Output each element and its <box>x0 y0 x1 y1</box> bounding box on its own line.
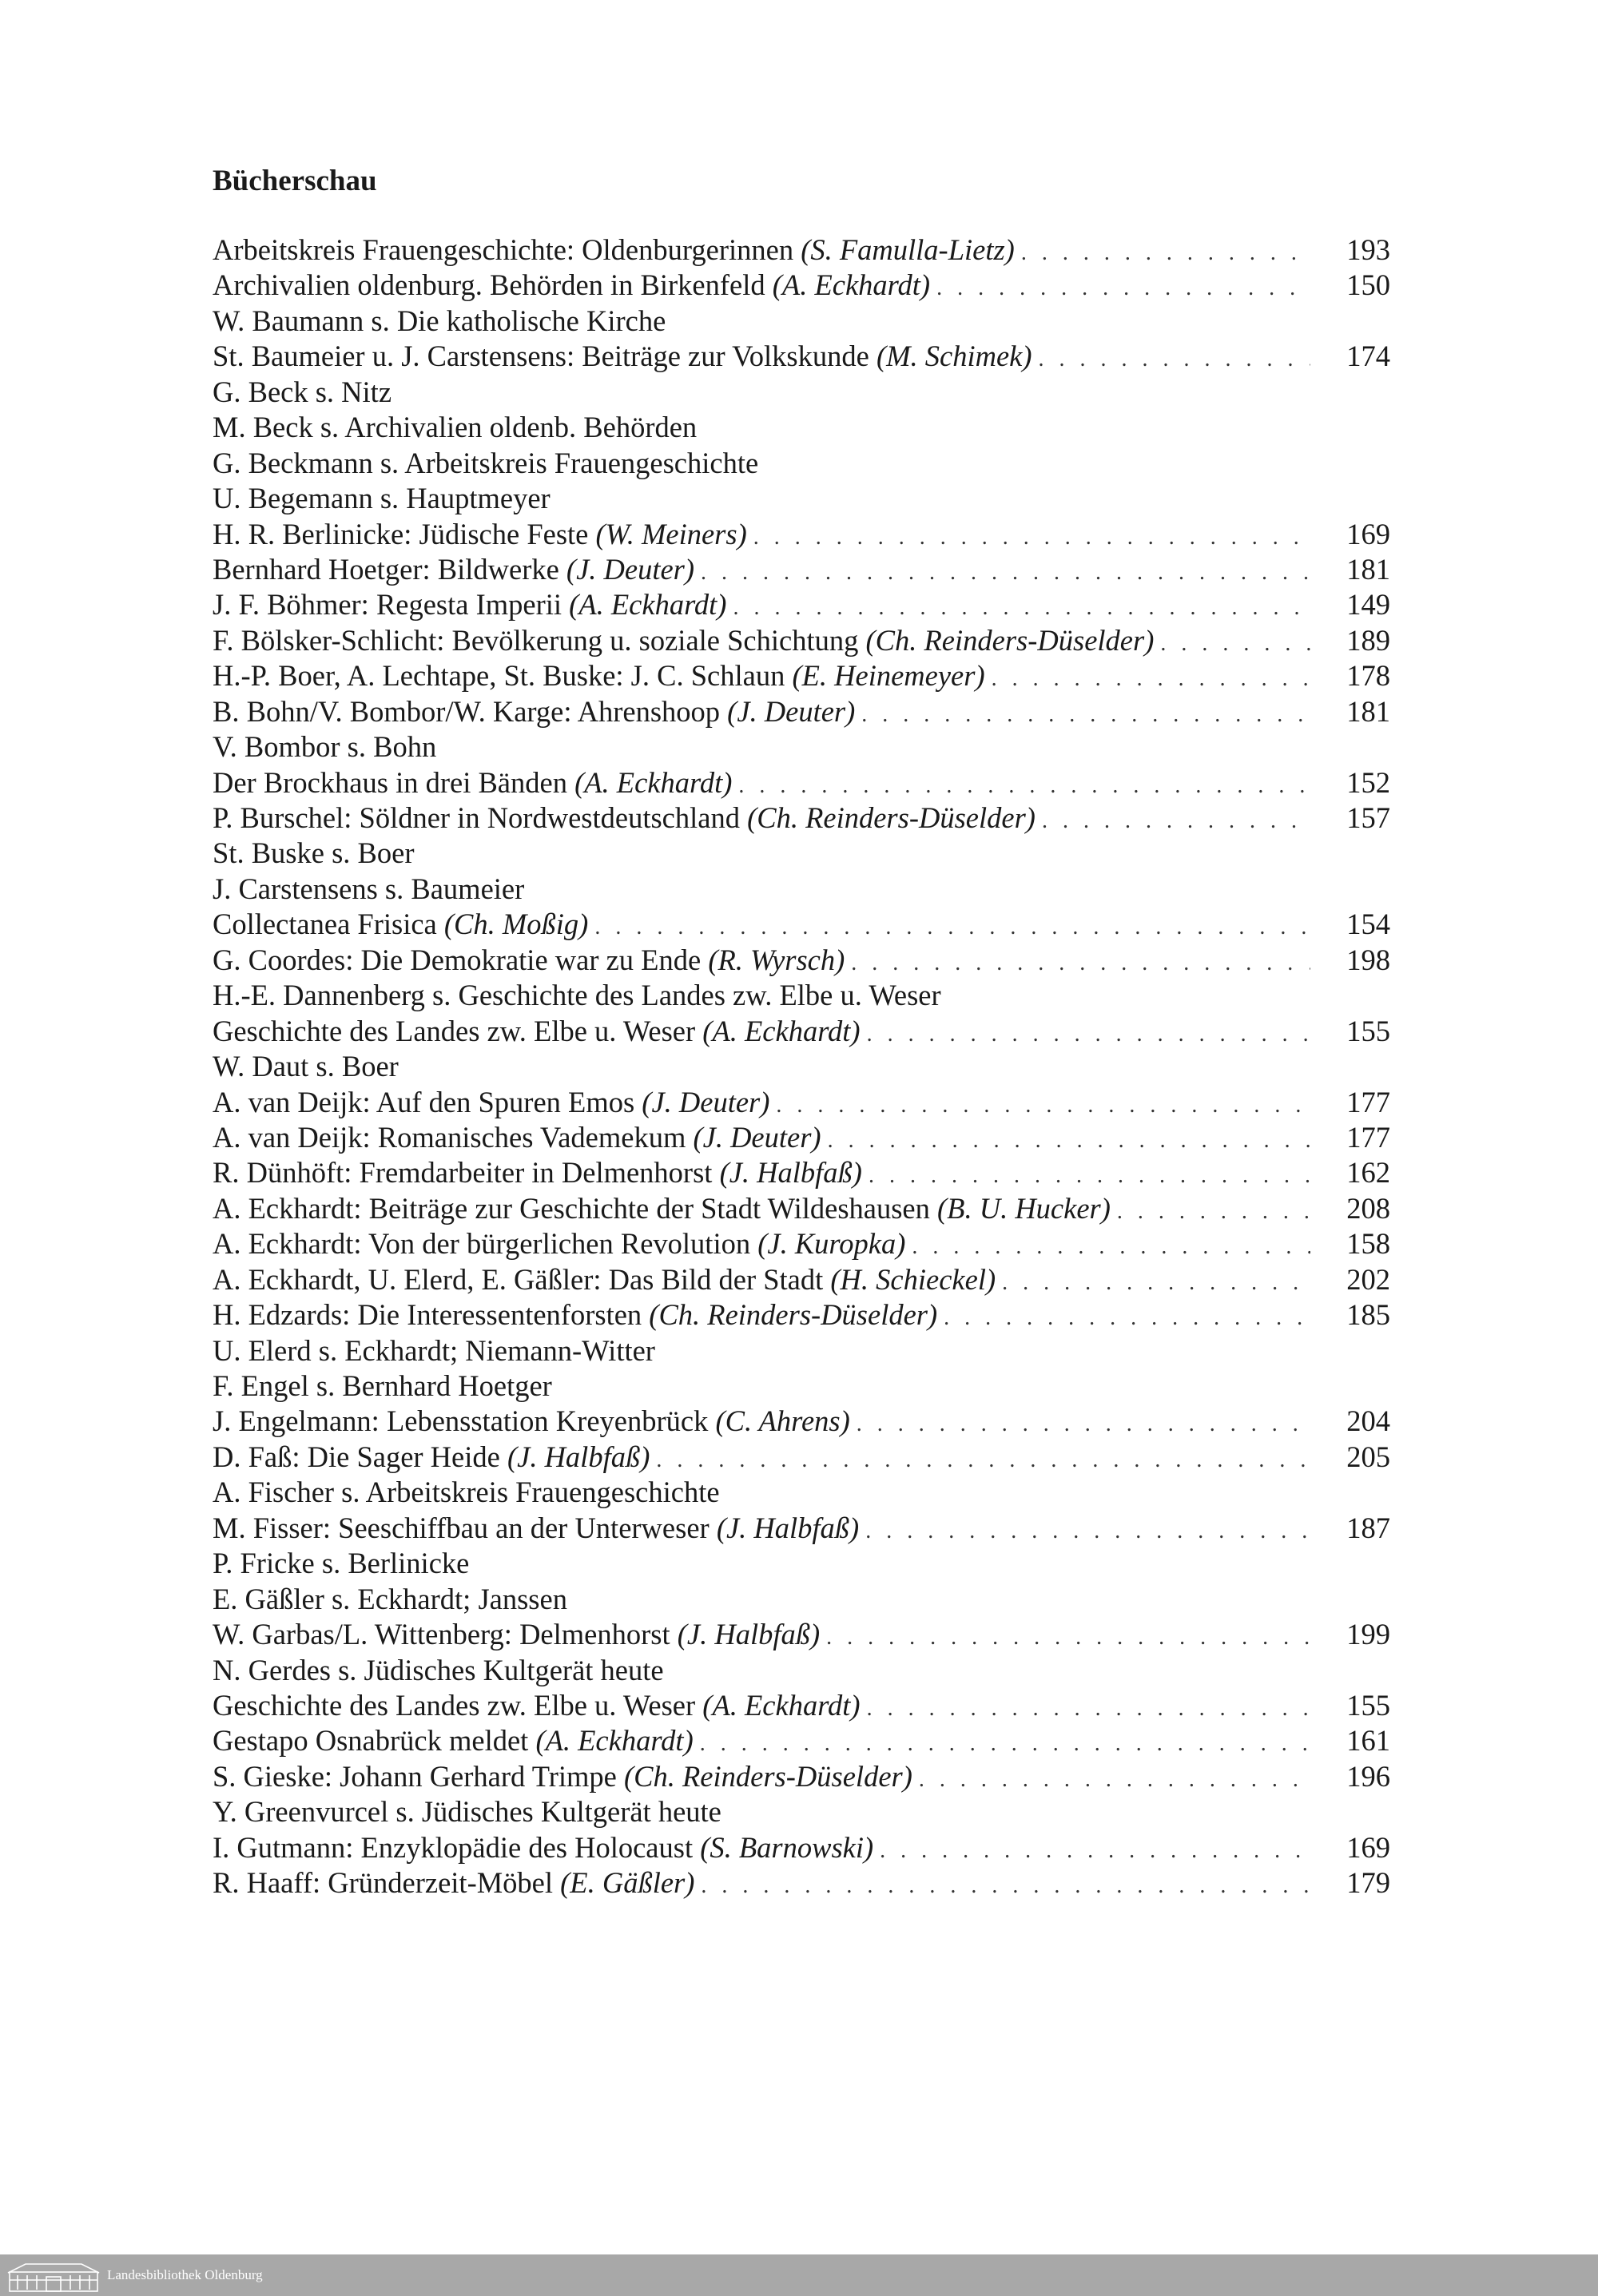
entry-page-number: 187 <box>1346 1511 1390 1544</box>
entry-page-number: 157 <box>1346 801 1390 834</box>
entry-text <box>213 694 855 729</box>
entry-page-number: 181 <box>1346 552 1390 586</box>
entry-page-number: 150 <box>1346 268 1390 302</box>
entry-reviewer: (A. Eckhardt) <box>569 588 727 622</box>
entry-title: E. Gäßler s. Eckhardt; Janssen <box>213 1582 567 1615</box>
dot-leader <box>851 946 1310 981</box>
entry-page-number: 208 <box>1346 1191 1390 1225</box>
entry-page-number: 179 <box>1346 1866 1390 1900</box>
entry-page-number: 158 <box>1346 1227 1390 1261</box>
entry-text <box>213 800 1036 836</box>
entry-reviewer: (Ch. Moßig) <box>443 908 589 941</box>
entry-title: Y. Greenvurcel s. Jüdisches Kultgerät heute <box>213 1795 721 1829</box>
index-entry <box>213 658 1390 693</box>
index-entry <box>213 1085 1390 1120</box>
index-entry <box>213 268 1390 303</box>
entry-reviewer: (A. Eckhardt) <box>535 1724 694 1758</box>
entry-text <box>213 268 930 303</box>
entry-reviewer: (H. Schieckel) <box>830 1262 996 1296</box>
entry-page-number: 154 <box>1346 908 1390 941</box>
entry-page-number: 169 <box>1346 1830 1390 1864</box>
entry-title: A. van Deijk: Auf den Spuren Emos <box>213 1085 642 1118</box>
entry-title: W. Daut s. Boer <box>213 1050 399 1083</box>
index-entry <box>213 694 1390 729</box>
entry-text <box>213 1617 820 1652</box>
entry-page-number: 177 <box>1346 1085 1390 1118</box>
entry-title: St. Baumeier u. J. Carstensens: Beiträge zur Volkskunde <box>213 340 877 373</box>
dot-leader <box>944 1301 1310 1336</box>
entry-reviewer: (C. Ahrens) <box>715 1404 850 1438</box>
entry-title: Geschichte des Landes zw. Elbe u. Weser <box>213 1014 703 1047</box>
entry-page-number: 177 <box>1346 1120 1390 1154</box>
entry-title: V. Bombor s. Bohn <box>213 730 437 764</box>
dot-leader <box>1042 804 1310 839</box>
entry-page-number: 205 <box>1346 1440 1390 1473</box>
entry-reviewer: (E. Gäßler) <box>560 1866 695 1900</box>
entry-text <box>213 1155 862 1190</box>
index-entry <box>213 339 1390 374</box>
entry-page-number: 198 <box>1346 943 1390 976</box>
entry-text <box>213 1049 399 1084</box>
entry-text <box>213 1582 567 1617</box>
entry-title: H. Edzards: Die Interessentenforsten <box>213 1298 650 1332</box>
entry-title: N. Gerdes s. Jüdisches Kultgerät heute <box>213 1653 664 1686</box>
entry-text <box>213 1014 861 1049</box>
entry-text <box>213 1653 664 1688</box>
dot-leader <box>1002 1265 1310 1301</box>
entry-title: Geschichte des Landes zw. Elbe u. Weser <box>213 1688 703 1722</box>
dot-leader <box>1039 342 1310 377</box>
dot-leader <box>594 910 1310 945</box>
entry-text <box>213 1440 650 1475</box>
index-entry <box>213 1440 1390 1475</box>
index-entry <box>213 1582 1390 1617</box>
entry-text <box>213 872 524 907</box>
dot-leader <box>867 1017 1310 1052</box>
entry-reviewer: (J. Deuter) <box>693 1120 821 1154</box>
index-entry <box>213 1191 1390 1226</box>
entry-text <box>213 339 1032 374</box>
index-entry <box>213 1226 1390 1261</box>
index-entry <box>213 481 1390 516</box>
entry-text <box>213 1191 1111 1226</box>
index-entry <box>213 587 1390 622</box>
entry-title: P. Fricke s. Berlinicke <box>213 1547 470 1580</box>
index-entry <box>213 1546 1390 1581</box>
entry-reviewer: (J. Halbfaß) <box>677 1618 821 1651</box>
entry-title: Archivalien oldenburg. Behörden in Birkenfeld <box>213 268 773 302</box>
entry-text <box>213 1865 694 1901</box>
entry-text <box>213 552 694 587</box>
index-entry <box>213 1688 1390 1723</box>
dot-leader <box>700 1726 1310 1762</box>
entry-page-number: 178 <box>1346 659 1390 693</box>
entry-title: A. Eckhardt: Von der bürgerlichen Revolution <box>213 1227 758 1261</box>
index-entry <box>213 1297 1390 1333</box>
index-entry <box>213 978 1390 1013</box>
index-entry <box>213 1475 1390 1510</box>
dot-leader <box>919 1762 1310 1797</box>
entry-title: H.-P. Boer, A. Lechtape, St. Buske: J. C. Schlaun <box>213 659 793 693</box>
entry-title: A. Eckhardt: Beiträge zur Geschichte der Stadt Wildeshausen <box>213 1191 938 1225</box>
review-index-list <box>213 232 1390 1901</box>
entry-page-number: 193 <box>1346 233 1390 266</box>
entry-page-number: 199 <box>1346 1618 1390 1651</box>
entry-text <box>213 1830 873 1865</box>
dot-leader <box>880 1833 1310 1869</box>
entry-reviewer: (A. Eckhardt) <box>702 1014 861 1047</box>
entry-text <box>213 1297 937 1333</box>
entry-title: P. Burschel: Söldner in Nordwestdeutschland <box>213 801 748 834</box>
entry-page-number: 155 <box>1346 1014 1390 1047</box>
entry-title: Collectanea Frisica <box>213 908 444 941</box>
index-entry <box>213 1653 1390 1688</box>
entry-title: U. Begemann s. Hauptmeyer <box>213 482 551 515</box>
entry-reviewer: (J. Deuter) <box>727 694 856 728</box>
index-entry <box>213 1404 1390 1439</box>
entry-title: Der Brockhaus in drei Bänden <box>213 765 575 799</box>
entry-text <box>213 1794 721 1829</box>
dot-leader <box>826 1620 1310 1655</box>
entry-text <box>213 623 1154 658</box>
entry-text <box>213 1511 859 1546</box>
entry-page-number: 149 <box>1346 588 1390 622</box>
entry-text <box>213 446 758 481</box>
dot-leader <box>1117 1194 1310 1229</box>
entry-reviewer: (A. Eckhardt) <box>702 1688 861 1722</box>
entry-title: B. Bohn/V. Bombor/W. Karge: Ahrenshoop <box>213 694 728 728</box>
entry-title: H.-E. Dannenberg s. Geschichte des Landes zw. Elbe u. Weser <box>213 979 941 1012</box>
entry-title: F. Bölsker-Schlicht: Bevölkerung u. soziale Schichtung <box>213 623 866 657</box>
entry-reviewer: (Ch. Reinders-Düselder) <box>649 1298 938 1332</box>
index-entry <box>213 1155 1390 1190</box>
index-entry <box>213 517 1390 552</box>
index-entry <box>213 1333 1390 1368</box>
entry-text <box>213 1546 469 1581</box>
entry-title: H. R. Berlinicke: Jüdische Feste <box>213 517 596 550</box>
entry-title: D. Faß: Die Sager Heide <box>213 1440 507 1473</box>
entry-reviewer: (Ch. Reinders-Düselder) <box>865 623 1155 657</box>
dot-leader <box>936 271 1310 306</box>
entry-text <box>213 481 551 516</box>
entry-title: J. F. Böhmer: Regesta Imperii <box>213 588 570 622</box>
entry-title: G. Beck s. Nitz <box>213 375 392 408</box>
entry-title: Gestapo Osnabrück meldet <box>213 1724 536 1758</box>
library-name: Landesbibliothek Oldenburg <box>107 2267 263 2282</box>
dot-leader <box>828 1123 1310 1158</box>
entry-text <box>213 1475 720 1510</box>
entry-reviewer: (M. Schimek) <box>876 340 1032 373</box>
index-entry <box>213 1794 1390 1829</box>
entry-title: J. Engelmann: Lebensstation Kreyenbrück <box>213 1404 716 1438</box>
entry-page-number: 202 <box>1346 1262 1390 1296</box>
dot-leader <box>753 520 1310 555</box>
dot-leader <box>992 661 1310 697</box>
entry-page-number: 155 <box>1346 1688 1390 1722</box>
entry-page-number: 169 <box>1346 517 1390 550</box>
entry-text <box>213 517 747 552</box>
entry-text <box>213 1262 996 1297</box>
index-entry <box>213 446 1390 481</box>
dot-leader <box>1021 236 1310 271</box>
entry-reviewer: (J. Halbfaß) <box>507 1440 650 1473</box>
entry-title: M. Beck s. Archivalien oldenb. Behörden <box>213 411 698 444</box>
dot-leader <box>701 555 1310 590</box>
entry-text <box>213 1085 769 1120</box>
footer-bar <box>0 2254 1598 2296</box>
entry-page-number: 161 <box>1346 1724 1390 1758</box>
index-entry <box>213 232 1390 268</box>
entry-title: A. Eckhardt, U. Elerd, E. Gäßler: Das Bild der Stadt <box>213 1262 831 1296</box>
entry-text <box>213 658 985 693</box>
entry-title: G. Coordes: Die Demokratie war zu Ende <box>213 943 709 976</box>
entry-text <box>213 1120 821 1155</box>
index-entry <box>213 623 1390 658</box>
entry-text <box>213 1333 655 1368</box>
index-entry <box>213 729 1390 765</box>
entry-text <box>213 375 392 410</box>
entry-reviewer: (A. Eckhardt) <box>772 268 931 302</box>
entry-text <box>213 1723 694 1758</box>
entry-title: St. Buske s. Boer <box>213 836 415 870</box>
index-entry <box>213 1617 1390 1652</box>
index-entry <box>213 1830 1390 1865</box>
index-entry <box>213 943 1390 978</box>
entry-reviewer: (S. Barnowski) <box>700 1830 874 1864</box>
entry-text <box>213 978 941 1013</box>
entry-text <box>213 943 845 978</box>
entry-page-number: 185 <box>1346 1298 1390 1332</box>
entry-title: W. Garbas/L. Wittenberg: Delmenhorst <box>213 1618 678 1651</box>
index-entry <box>213 1262 1390 1297</box>
entry-title: I. Gutmann: Enzyklopädie des Holocaust <box>213 1830 701 1864</box>
dot-leader <box>857 1407 1310 1442</box>
dot-leader <box>733 590 1310 626</box>
index-entry <box>213 907 1390 942</box>
entry-reviewer: (S. Famulla-Lietz) <box>801 233 1015 266</box>
index-entry <box>213 410 1390 445</box>
dot-leader <box>865 1514 1310 1549</box>
entry-title: S. Gieske: Johann Gerhard Trimpe <box>213 1759 625 1793</box>
entry-reviewer: (W. Meiners) <box>595 517 747 550</box>
index-entry <box>213 1865 1390 1901</box>
dot-leader <box>1160 626 1310 661</box>
entry-text <box>213 410 697 445</box>
entry-reviewer: (J. Halbfaß) <box>719 1156 862 1190</box>
index-entry <box>213 800 1390 836</box>
dot-leader <box>861 697 1310 733</box>
entry-text <box>213 765 732 800</box>
dot-leader <box>912 1229 1310 1265</box>
entry-title: G. Beckmann s. Arbeitskreis Frauengeschichte <box>213 446 759 479</box>
index-entry <box>213 1120 1390 1155</box>
entry-title: A. van Deijk: Romanisches Vademekum <box>213 1120 694 1154</box>
entry-title: M. Fisser: Seeschiffbau an der Unterweser <box>213 1511 717 1544</box>
index-entry <box>213 552 1390 587</box>
dot-leader <box>656 1443 1310 1478</box>
entry-title: J. Carstensens s. Baumeier <box>213 872 525 905</box>
index-entry <box>213 836 1390 871</box>
entry-reviewer: (B. U. Hucker) <box>937 1191 1111 1225</box>
entry-title: F. Engel s. Bernhard Hoetger <box>213 1369 552 1402</box>
entry-title: R. Haaff: Gründerzeit-Möbel <box>213 1866 561 1900</box>
entry-reviewer: (A. Eckhardt) <box>574 765 733 799</box>
index-entry <box>213 765 1390 800</box>
entry-reviewer: (Ch. Reinders-Düselder) <box>624 1759 912 1793</box>
entry-text <box>213 1688 861 1723</box>
library-building-icon <box>6 2261 101 2293</box>
index-entry <box>213 1511 1390 1546</box>
index-entry <box>213 1014 1390 1049</box>
dot-leader <box>738 769 1310 804</box>
entry-title: U. Elerd s. Eckhardt; Niemann-Witter <box>213 1333 655 1367</box>
dot-leader <box>776 1088 1310 1123</box>
entry-text <box>213 1759 912 1794</box>
entry-text <box>213 1368 552 1404</box>
entry-text <box>213 729 436 765</box>
entry-reviewer: (J. Deuter) <box>642 1085 770 1118</box>
entry-title: Bernhard Hoetger: Bildwerke <box>213 552 566 586</box>
entry-page-number: 162 <box>1346 1156 1390 1190</box>
index-entry <box>213 375 1390 410</box>
entry-text <box>213 304 666 339</box>
index-entry <box>213 1723 1390 1758</box>
entry-title: R. Dünhöft: Fremdarbeiter in Delmenhorst <box>213 1156 720 1190</box>
entry-page-number: 204 <box>1346 1404 1390 1438</box>
entry-page-number: 189 <box>1346 623 1390 657</box>
index-entry <box>213 1759 1390 1794</box>
entry-text <box>213 1226 905 1261</box>
index-entry <box>213 872 1390 907</box>
index-entry <box>213 304 1390 339</box>
entry-page-number: 181 <box>1346 694 1390 728</box>
entry-title: W. Baumann s. Die katholische Kirche <box>213 304 666 337</box>
entry-reviewer: (R. Wyrsch) <box>708 943 845 976</box>
entry-reviewer: (J. Halbfaß) <box>716 1511 860 1544</box>
index-entry <box>213 1368 1390 1404</box>
entry-page-number: 152 <box>1346 765 1390 799</box>
entry-text <box>213 836 414 871</box>
dot-leader <box>867 1691 1310 1726</box>
dot-leader <box>701 1869 1310 1904</box>
entry-title: A. Fischer s. Arbeitskreis Frauengeschichte <box>213 1476 720 1509</box>
entry-reviewer: (J. Deuter) <box>566 552 695 586</box>
entry-text <box>213 232 1015 268</box>
entry-reviewer: (J. Kuropka) <box>757 1227 906 1261</box>
dot-leader <box>869 1158 1310 1194</box>
entry-reviewer: (Ch. Reinders-Düselder) <box>747 801 1036 834</box>
entry-reviewer: (E. Heinemeyer) <box>792 659 985 693</box>
entry-page-number: 174 <box>1346 340 1390 373</box>
index-entry <box>213 1049 1390 1084</box>
entry-text <box>213 907 588 942</box>
entry-text <box>213 1404 850 1439</box>
entry-page-number: 196 <box>1346 1759 1390 1793</box>
entry-text <box>213 587 726 622</box>
entry-title: Arbeitskreis Frauengeschichte: Oldenburgerinnen <box>213 233 801 266</box>
page-heading: Bücherschau <box>213 165 377 197</box>
